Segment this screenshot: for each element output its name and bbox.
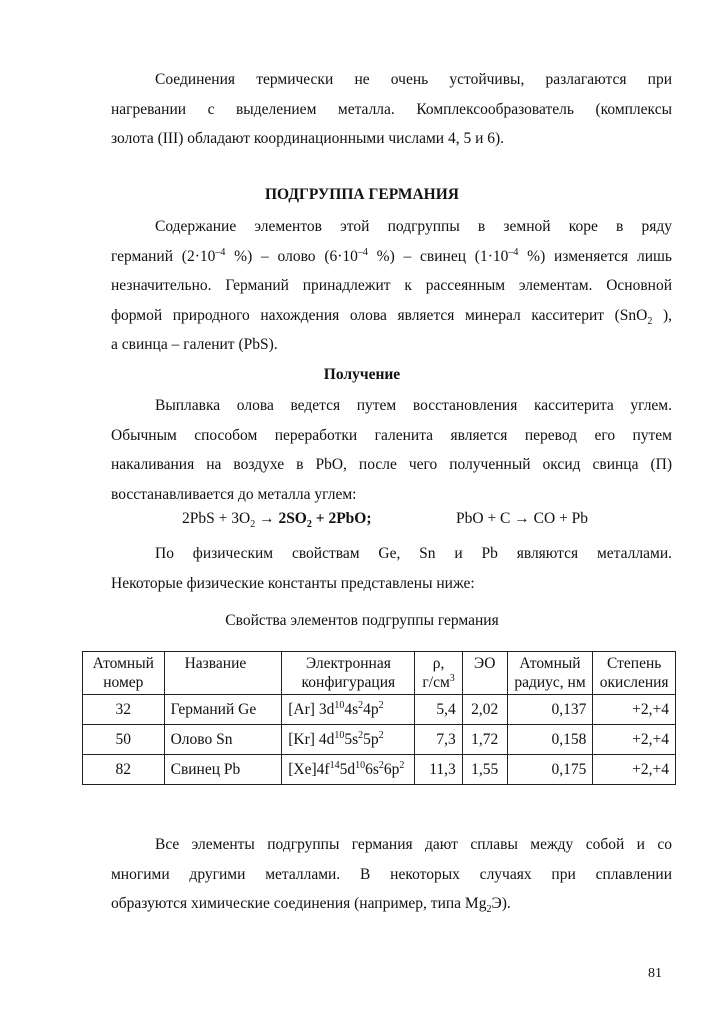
production-line-3: накаливания на воздухе в PbO, после чего полученный оксид свинца (П)	[111, 456, 672, 473]
table-row	[83, 725, 676, 755]
physical-line-1: По физическим свойствам Ge, Sn и Pb являются металлами.	[155, 545, 672, 562]
intro-line-2: нагревании с выделением металла. Комплексообразователь (комплексы	[111, 100, 672, 118]
cell-config: [Ar] $3d^{10}4s^24p^2$	[282, 695, 415, 725]
cell-name: Германий Ge	[164, 695, 282, 725]
cell-radius: 0,137	[507, 695, 593, 725]
header-config: Электронная конфигурация	[282, 652, 415, 695]
intro-line-1: Соединения термически не очень устойчивы, разлагаются при	[155, 71, 672, 88]
cell-density: 5,4	[415, 695, 462, 725]
cell-name: Свинец Pb	[164, 755, 282, 785]
table-row	[83, 695, 676, 725]
content-line-1: Содержание элементов этой подгруппы в земной коре в ряду	[155, 218, 672, 235]
cell-oxidation: +2,+4	[593, 725, 676, 755]
table-row	[83, 755, 676, 785]
cell-density: 7,3	[415, 725, 462, 755]
intro-paragraph	[111, 65, 672, 154]
cell-eo: 1,72	[462, 725, 507, 755]
alloys-line-2: многими другими металлами. В некоторых случаях при сплавлении	[111, 865, 672, 883]
header-density: ρ, $г/см^3$	[415, 652, 462, 695]
production-line-1: Выплавка олова ведется путем восстановления касситерита углем.	[155, 397, 672, 414]
content-paragraph	[111, 212, 672, 360]
alloys-paragraph	[111, 830, 672, 919]
cell-radius: 0,158	[507, 725, 593, 755]
content-line-3: незначительно. Германий принадлежит к рассеянным элементам. Основной	[111, 277, 672, 294]
header-radius: Атомный радиус, нм	[507, 652, 593, 695]
page-number: 81	[648, 966, 662, 981]
cell-oxidation: +2,+4	[593, 755, 676, 785]
header-oxidation: Степень окисления	[593, 652, 676, 695]
cell-number: 82	[83, 755, 165, 785]
cell-name: Олово Sn	[164, 725, 282, 755]
production-paragraph	[111, 391, 672, 509]
cell-eo: 1,55	[462, 755, 507, 785]
cell-number: 50	[83, 725, 165, 755]
content-line-5: а свинца – галенит (PbS).	[111, 336, 278, 353]
cell-number: 32	[83, 695, 165, 725]
cell-eo: 2,02	[462, 695, 507, 725]
physical-line-2: Некоторые физические константы представлены ниже:	[111, 574, 475, 592]
content-line-2: германий ($2\cdot 10^{-4}$ %) – олово ($6\cdot 10^{-4}$ %) – свинец ($1\cdot 10^{-4}$ %) изменяется лишь	[111, 246, 672, 265]
reaction-2: PbO + C → CO + Pb	[456, 510, 589, 527]
content-line-4: формой природного нахождения олова является минерал касситерит (SnO$_2$ ),	[111, 306, 672, 327]
cell-config: [Kr] $4d^{10}5s^25p^2$	[282, 725, 415, 755]
cell-density: 11,3	[415, 755, 462, 785]
header-eo: ЭО	[462, 652, 507, 695]
header-name: Название	[164, 652, 282, 695]
alloys-line-3: образуются химические соединения (например, типа $Mg_2Э$).	[111, 895, 511, 916]
reaction-1: $2PbS + 3O_2 \to 2SO_2 + 2PbO$;	[182, 510, 372, 531]
subtitle-production: Получение	[323, 366, 401, 383]
physical-paragraph	[111, 539, 672, 598]
section-title: ПОДГРУППА ГЕРМАНИЯ	[264, 186, 459, 203]
production-line-2: Обычным способом переработки галенита является перевод его путем	[111, 426, 672, 444]
properties-table	[82, 651, 676, 785]
alloys-line-1: Все элементы подгруппы германия дают сплавы между собой и со	[155, 836, 672, 853]
intro-line-3: золота (III) обладают координационными числами 4, 5 и 6).	[111, 130, 505, 147]
cell-config: $[Xe]4f^{14}5d^{10}6s^26p^2$	[282, 755, 415, 785]
cell-oxidation: +2,+4	[593, 695, 676, 725]
production-line-4: восстанавливается до металла углем:	[111, 485, 357, 503]
table-caption: Свойства элементов подгруппы германия	[225, 612, 499, 629]
cell-radius: 0,175	[507, 755, 593, 785]
table-header-row	[83, 652, 676, 695]
header-atomic-number: Атомный номер	[83, 652, 165, 695]
